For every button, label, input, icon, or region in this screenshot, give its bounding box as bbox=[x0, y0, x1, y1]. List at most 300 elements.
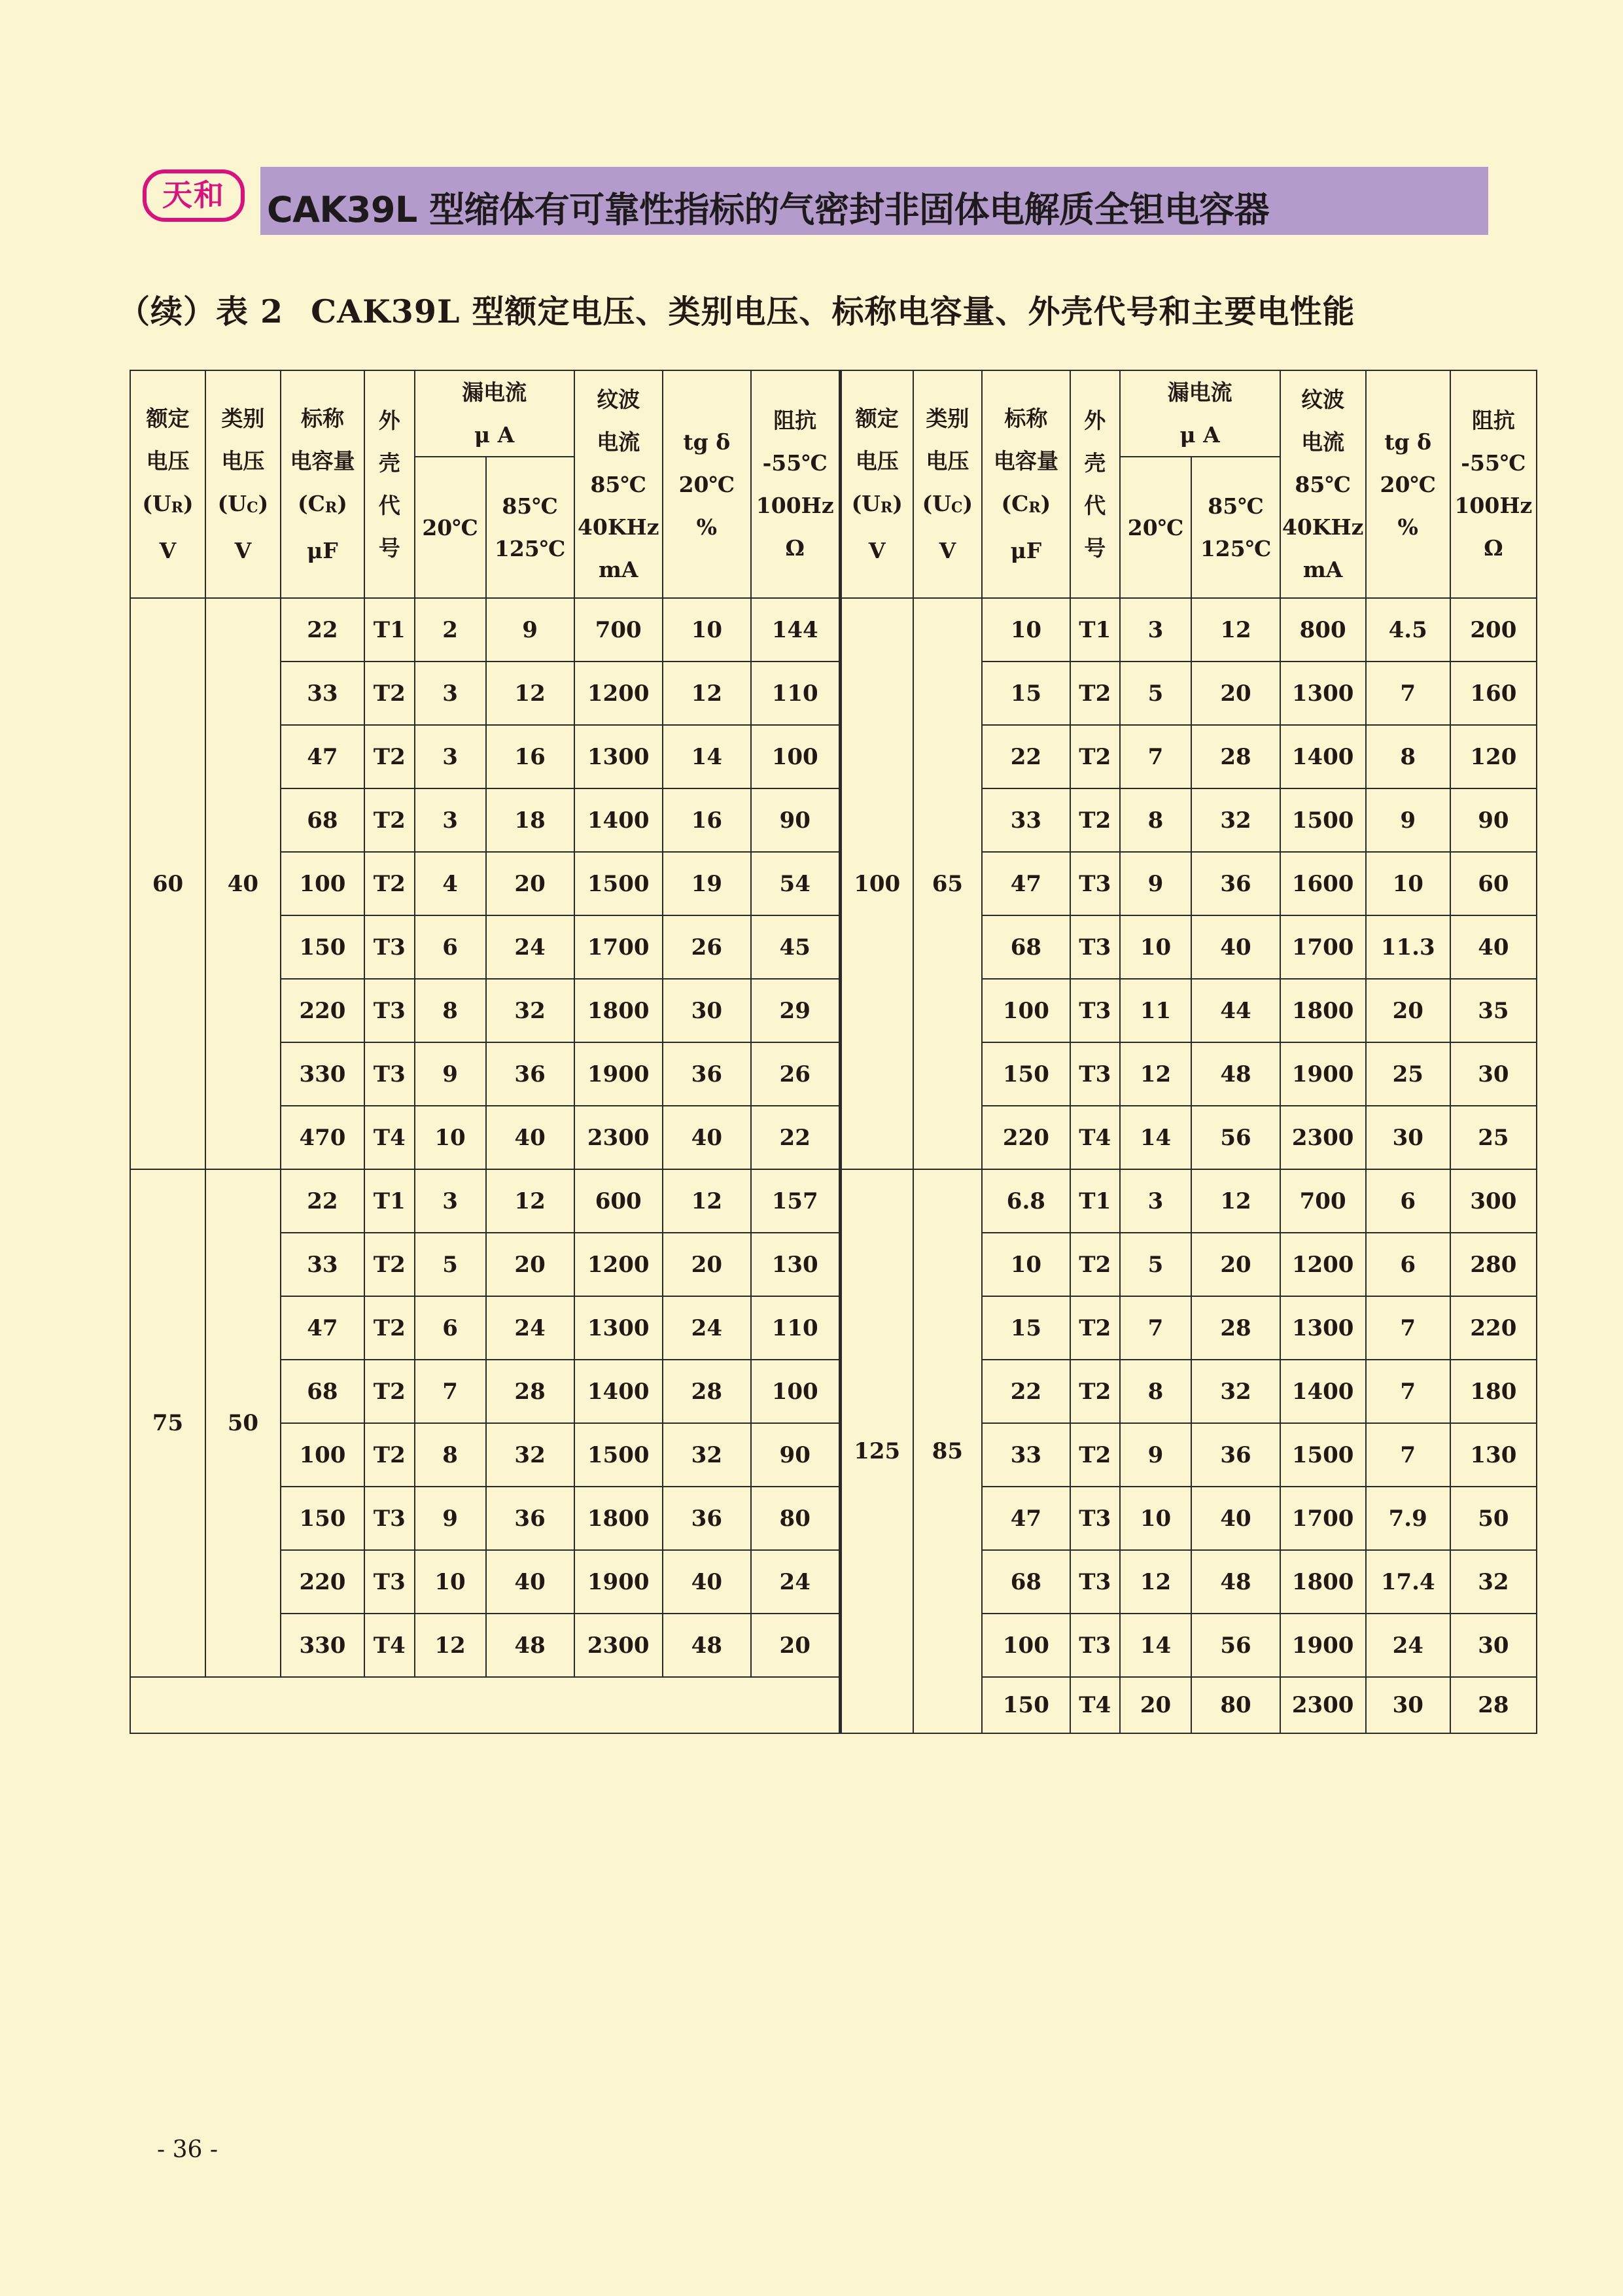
capacitance-cell: 100 bbox=[281, 852, 364, 915]
leakage-20c-cell: 9 bbox=[1120, 1423, 1192, 1487]
leakage-85c-cell: 20 bbox=[486, 1233, 574, 1296]
header-line: μ A bbox=[1179, 422, 1220, 448]
table-caption bbox=[118, 287, 1492, 332]
header-leakage-current bbox=[1120, 370, 1280, 457]
capacitance-cell: 100 bbox=[982, 979, 1070, 1042]
case-code-cell: T3 bbox=[1070, 915, 1120, 979]
table-row bbox=[130, 1169, 1537, 1233]
header-line: 85℃ bbox=[502, 493, 558, 519]
rated-voltage-cell: 60 bbox=[130, 598, 205, 1169]
case-code-cell: T3 bbox=[1070, 1042, 1120, 1106]
title-bar bbox=[260, 167, 1488, 235]
rated-voltage-cell: 75 bbox=[130, 1169, 205, 1677]
table-caption-prefix: （续）表 2 bbox=[118, 292, 284, 330]
case-code-cell: T1 bbox=[1070, 598, 1120, 662]
tg-delta-cell: 26 bbox=[663, 915, 751, 979]
impedance-cell: 20 bbox=[751, 1614, 840, 1677]
header-line: 号 bbox=[378, 535, 400, 561]
header-ripple-current bbox=[1280, 370, 1366, 598]
leakage-85c-cell: 32 bbox=[1191, 788, 1280, 852]
tg-delta-cell: 7 bbox=[1366, 1360, 1450, 1423]
header-line: 外 bbox=[378, 408, 400, 433]
page-number: - 36 - bbox=[157, 2136, 218, 2163]
tg-delta-cell: 6 bbox=[1366, 1233, 1450, 1296]
capacitance-cell: 6.8 bbox=[982, 1169, 1070, 1233]
impedance-cell: 110 bbox=[751, 662, 840, 725]
header-line: 标称 bbox=[300, 405, 344, 431]
impedance-cell: 25 bbox=[1450, 1106, 1537, 1169]
leakage-20c-cell: 11 bbox=[1120, 979, 1192, 1042]
impedance-cell: 80 bbox=[751, 1487, 840, 1550]
header-line: mA bbox=[598, 556, 638, 582]
ripple-current-cell: 800 bbox=[1280, 598, 1366, 662]
impedance-cell: 100 bbox=[751, 1360, 840, 1423]
leakage-85c-cell: 48 bbox=[486, 1614, 574, 1677]
ripple-current-cell: 1800 bbox=[1280, 979, 1366, 1042]
rated-voltage-cell: 125 bbox=[840, 1169, 913, 1733]
tg-delta-cell: 36 bbox=[663, 1042, 751, 1106]
header-case-code bbox=[364, 370, 415, 598]
ripple-current-cell: 1300 bbox=[1280, 662, 1366, 725]
impedance-cell: 45 bbox=[751, 915, 840, 979]
tg-delta-cell: 25 bbox=[1366, 1042, 1450, 1106]
case-code-cell: T1 bbox=[364, 598, 415, 662]
capacitance-cell: 47 bbox=[281, 725, 364, 788]
leakage-20c-cell: 9 bbox=[415, 1487, 486, 1550]
tg-delta-cell: 17.4 bbox=[1366, 1550, 1450, 1614]
capacitance-cell: 33 bbox=[281, 662, 364, 725]
leakage-20c-cell: 3 bbox=[415, 662, 486, 725]
leakage-20c-cell: 3 bbox=[1120, 598, 1192, 662]
leakage-20c-cell: 6 bbox=[415, 1296, 486, 1360]
header-line: 额定 bbox=[855, 405, 899, 431]
ripple-current-cell: 1800 bbox=[574, 1487, 663, 1550]
header-line: 100Hz bbox=[756, 493, 834, 518]
header-line: $(U_R)$ bbox=[142, 490, 194, 516]
header-leakage-20c bbox=[415, 457, 486, 598]
ripple-current-cell: 1300 bbox=[574, 1296, 663, 1360]
header-line: $(C_R)$ bbox=[1001, 490, 1051, 516]
case-code-cell: T3 bbox=[364, 1550, 415, 1614]
leakage-20c-cell: 3 bbox=[1120, 1169, 1192, 1233]
impedance-cell: 120 bbox=[1450, 725, 1537, 788]
case-code-cell: T2 bbox=[364, 852, 415, 915]
page-title: CAK39L 型缩体有可靠性指标的气密封非固体电解质全钽电容器 bbox=[267, 189, 1270, 230]
tg-delta-cell: 30 bbox=[1366, 1106, 1450, 1169]
header-line: V bbox=[159, 537, 177, 563]
header-line: 电压 bbox=[855, 448, 899, 474]
tg-delta-cell: 4.5 bbox=[1366, 598, 1450, 662]
leakage-85c-cell: 20 bbox=[1191, 662, 1280, 725]
header-line: $(U_C)$ bbox=[922, 490, 973, 516]
impedance-cell: 90 bbox=[1450, 788, 1537, 852]
case-code-cell: T2 bbox=[1070, 1296, 1120, 1360]
ripple-current-cell: 600 bbox=[574, 1169, 663, 1233]
header-line: 电流 bbox=[1301, 429, 1345, 455]
ripple-current-cell: 1900 bbox=[574, 1550, 663, 1614]
header-line: 40KHz bbox=[577, 514, 659, 540]
ripple-current-cell: 1200 bbox=[574, 662, 663, 725]
category-voltage-cell: 85 bbox=[913, 1169, 982, 1733]
leakage-85c-cell: 12 bbox=[486, 662, 574, 725]
tg-delta-cell: 7 bbox=[1366, 662, 1450, 725]
case-code-cell: T3 bbox=[364, 1042, 415, 1106]
tg-delta-cell: 24 bbox=[663, 1296, 751, 1360]
case-code-cell: T3 bbox=[1070, 1614, 1120, 1677]
tg-delta-cell: 40 bbox=[663, 1550, 751, 1614]
table-caption-text: CAK39L 型额定电压、类别电压、标称电容量、外壳代号和主要电性能 bbox=[311, 292, 1355, 330]
case-code-cell: T2 bbox=[364, 725, 415, 788]
capacitance-cell: 10 bbox=[982, 598, 1070, 662]
table-row bbox=[130, 1487, 1537, 1550]
header-line: -55℃ bbox=[1461, 450, 1526, 476]
header-line: 125℃ bbox=[494, 536, 566, 561]
header-case-code bbox=[1070, 370, 1120, 598]
leakage-20c-cell: 8 bbox=[1120, 788, 1192, 852]
capacitance-cell: 47 bbox=[982, 1487, 1070, 1550]
page-header bbox=[143, 167, 1488, 235]
leakage-85c-cell: 40 bbox=[486, 1106, 574, 1169]
leakage-85c-cell: 80 bbox=[1191, 1677, 1280, 1733]
ripple-current-cell: 1700 bbox=[574, 915, 663, 979]
leakage-20c-cell: 6 bbox=[415, 915, 486, 979]
table-row bbox=[130, 662, 1537, 725]
case-code-cell: T2 bbox=[1070, 662, 1120, 725]
capacitance-cell: 15 bbox=[982, 1296, 1070, 1360]
case-code-cell: T2 bbox=[1070, 1423, 1120, 1487]
leakage-85c-cell: 28 bbox=[1191, 1296, 1280, 1360]
impedance-cell: 157 bbox=[751, 1169, 840, 1233]
header-line: 额定 bbox=[146, 405, 190, 431]
header-line: 85℃ bbox=[590, 471, 646, 497]
leakage-85c-cell: 48 bbox=[1191, 1042, 1280, 1106]
tg-delta-cell: 7 bbox=[1366, 1423, 1450, 1487]
capacitance-cell: 22 bbox=[281, 1169, 364, 1233]
tg-delta-cell: 30 bbox=[1366, 1677, 1450, 1733]
header-line: Ω bbox=[1484, 535, 1503, 561]
header-line: $(U_C)$ bbox=[217, 490, 269, 516]
case-code-cell: T1 bbox=[1070, 1169, 1120, 1233]
header-line: Ω bbox=[785, 535, 805, 561]
ripple-current-cell: 700 bbox=[1280, 1169, 1366, 1233]
impedance-cell: 24 bbox=[751, 1550, 840, 1614]
leakage-20c-cell: 7 bbox=[1120, 725, 1192, 788]
tg-delta-cell: 36 bbox=[663, 1487, 751, 1550]
header-line: 20℃ bbox=[1380, 471, 1436, 497]
category-voltage-cell: 40 bbox=[205, 598, 281, 1169]
header-category-voltage bbox=[913, 370, 982, 598]
ripple-current-cell: 1400 bbox=[1280, 1360, 1366, 1423]
case-code-cell: T2 bbox=[364, 1360, 415, 1423]
leakage-85c-cell: 36 bbox=[486, 1487, 574, 1550]
leakage-20c-cell: 14 bbox=[1120, 1614, 1192, 1677]
impedance-cell: 130 bbox=[751, 1233, 840, 1296]
leakage-20c-cell: 2 bbox=[415, 598, 486, 662]
header-line: 40KHz bbox=[1282, 514, 1364, 540]
leakage-85c-cell: 12 bbox=[1191, 1169, 1280, 1233]
capacitance-cell: 33 bbox=[281, 1233, 364, 1296]
capacitance-cell: 15 bbox=[982, 662, 1070, 725]
case-code-cell: T2 bbox=[364, 1233, 415, 1296]
capacitance-cell: 100 bbox=[982, 1614, 1070, 1677]
header-line: -55℃ bbox=[762, 450, 828, 476]
impedance-cell: 35 bbox=[1450, 979, 1537, 1042]
leakage-85c-cell: 36 bbox=[486, 1042, 574, 1106]
header-line: 漏电流 bbox=[1167, 380, 1232, 405]
table-row bbox=[130, 979, 1537, 1042]
rated-voltage-cell: 100 bbox=[840, 598, 913, 1169]
impedance-cell: 130 bbox=[1450, 1423, 1537, 1487]
header-tg-delta bbox=[663, 370, 751, 598]
header-line: 125℃ bbox=[1200, 536, 1272, 561]
category-voltage-cell: 50 bbox=[205, 1169, 281, 1677]
impedance-cell: 26 bbox=[751, 1042, 840, 1106]
leakage-20c-cell: 12 bbox=[1120, 1042, 1192, 1106]
ripple-current-cell: 1500 bbox=[574, 852, 663, 915]
capacitance-cell: 68 bbox=[982, 915, 1070, 979]
tg-delta-cell: 12 bbox=[663, 662, 751, 725]
leakage-20c-cell: 8 bbox=[415, 979, 486, 1042]
leakage-20c-cell: 5 bbox=[1120, 662, 1192, 725]
capacitance-cell: 10 bbox=[982, 1233, 1070, 1296]
capacitance-cell: 470 bbox=[281, 1106, 364, 1169]
table-row bbox=[130, 1296, 1537, 1360]
tianhe-logo: 天和 bbox=[143, 169, 245, 222]
header-line: $(C_R)$ bbox=[298, 490, 347, 516]
empty-cell bbox=[130, 1677, 840, 1733]
leakage-20c-cell: 10 bbox=[1120, 915, 1192, 979]
header-impedance bbox=[1450, 370, 1537, 598]
tg-delta-cell: 9 bbox=[1366, 788, 1450, 852]
capacitance-cell: 47 bbox=[281, 1296, 364, 1360]
header-line: tg δ bbox=[683, 429, 731, 455]
header-line: 20℃ bbox=[422, 514, 478, 540]
ripple-current-cell: 2300 bbox=[574, 1106, 663, 1169]
header-line: $(U_R)$ bbox=[851, 490, 903, 516]
leakage-85c-cell: 32 bbox=[486, 979, 574, 1042]
header-line: 85℃ bbox=[1208, 493, 1264, 519]
impedance-cell: 200 bbox=[1450, 598, 1537, 662]
ripple-current-cell: 1900 bbox=[574, 1042, 663, 1106]
tg-delta-cell: 40 bbox=[663, 1106, 751, 1169]
impedance-cell: 22 bbox=[751, 1106, 840, 1169]
leakage-85c-cell: 48 bbox=[1191, 1550, 1280, 1614]
tg-delta-cell: 7 bbox=[1366, 1296, 1450, 1360]
capacitance-cell: 220 bbox=[982, 1106, 1070, 1169]
tg-delta-cell: 32 bbox=[663, 1423, 751, 1487]
header-line: 电容量 bbox=[993, 448, 1058, 474]
case-code-cell: T2 bbox=[1070, 1233, 1120, 1296]
tg-delta-cell: 14 bbox=[663, 725, 751, 788]
table-row bbox=[130, 1614, 1537, 1677]
case-code-cell: T2 bbox=[364, 662, 415, 725]
impedance-cell: 30 bbox=[1450, 1042, 1537, 1106]
header-line: 标称 bbox=[1004, 405, 1048, 431]
header-line: 100Hz bbox=[1454, 493, 1533, 518]
leakage-85c-cell: 20 bbox=[1191, 1233, 1280, 1296]
header-line: μF bbox=[307, 537, 338, 563]
capacitance-cell: 150 bbox=[982, 1042, 1070, 1106]
table-row bbox=[130, 788, 1537, 852]
impedance-cell: 90 bbox=[751, 1423, 840, 1487]
header-line: tg δ bbox=[1384, 429, 1432, 455]
leakage-20c-cell: 7 bbox=[415, 1360, 486, 1423]
ripple-current-cell: 1300 bbox=[574, 725, 663, 788]
case-code-cell: T3 bbox=[364, 1487, 415, 1550]
header-line: 纹波 bbox=[597, 386, 640, 412]
table-row bbox=[130, 1106, 1537, 1169]
header-line: μ A bbox=[474, 422, 515, 448]
capacitance-cell: 68 bbox=[281, 788, 364, 852]
case-code-cell: T4 bbox=[364, 1106, 415, 1169]
capacitance-cell: 150 bbox=[281, 915, 364, 979]
header-impedance bbox=[751, 370, 840, 598]
header-line: 纹波 bbox=[1301, 386, 1345, 412]
case-code-cell: T2 bbox=[364, 788, 415, 852]
capacitance-cell: 220 bbox=[281, 979, 364, 1042]
ripple-current-cell: 1700 bbox=[1280, 1487, 1366, 1550]
header-leakage-20c bbox=[1120, 457, 1192, 598]
leakage-85c-cell: 18 bbox=[486, 788, 574, 852]
ripple-current-cell: 1500 bbox=[574, 1423, 663, 1487]
leakage-20c-cell: 3 bbox=[415, 725, 486, 788]
tg-delta-cell: 10 bbox=[663, 598, 751, 662]
impedance-cell: 220 bbox=[1450, 1296, 1537, 1360]
header-line: 20℃ bbox=[678, 471, 735, 497]
capacitance-cell: 33 bbox=[982, 788, 1070, 852]
table-row bbox=[130, 852, 1537, 915]
ripple-current-cell: 2300 bbox=[1280, 1677, 1366, 1733]
ripple-current-cell: 1400 bbox=[574, 1360, 663, 1423]
case-code-cell: T3 bbox=[1070, 1550, 1120, 1614]
ripple-current-cell: 2300 bbox=[574, 1614, 663, 1677]
capacitance-cell: 22 bbox=[982, 1360, 1070, 1423]
case-code-cell: T3 bbox=[1070, 852, 1120, 915]
leakage-20c-cell: 9 bbox=[1120, 852, 1192, 915]
impedance-cell: 30 bbox=[1450, 1614, 1537, 1677]
leakage-85c-cell: 28 bbox=[486, 1360, 574, 1423]
impedance-cell: 32 bbox=[1450, 1550, 1537, 1614]
tg-delta-cell: 20 bbox=[663, 1233, 751, 1296]
case-code-cell: T4 bbox=[364, 1614, 415, 1677]
leakage-85c-cell: 40 bbox=[1191, 915, 1280, 979]
header-line: V bbox=[939, 537, 956, 563]
case-code-cell: T2 bbox=[364, 1423, 415, 1487]
leakage-20c-cell: 4 bbox=[415, 852, 486, 915]
ripple-current-cell: 1800 bbox=[574, 979, 663, 1042]
case-code-cell: T2 bbox=[1070, 725, 1120, 788]
impedance-cell: 29 bbox=[751, 979, 840, 1042]
leakage-85c-cell: 56 bbox=[1191, 1614, 1280, 1677]
impedance-cell: 100 bbox=[751, 725, 840, 788]
leakage-85c-cell: 9 bbox=[486, 598, 574, 662]
tg-delta-cell: 28 bbox=[663, 1360, 751, 1423]
ripple-current-cell: 700 bbox=[574, 598, 663, 662]
impedance-cell: 50 bbox=[1450, 1487, 1537, 1550]
ripple-current-cell: 1900 bbox=[1280, 1614, 1366, 1677]
table-row bbox=[130, 1423, 1537, 1487]
capacitance-cell: 330 bbox=[281, 1614, 364, 1677]
leakage-20c-cell: 3 bbox=[415, 1169, 486, 1233]
impedance-cell: 28 bbox=[1450, 1677, 1537, 1733]
impedance-cell: 180 bbox=[1450, 1360, 1537, 1423]
header-rated-voltage bbox=[840, 370, 913, 598]
category-voltage-cell: 65 bbox=[913, 598, 982, 1169]
header-line: 85℃ bbox=[1295, 471, 1351, 497]
leakage-20c-cell: 8 bbox=[1120, 1360, 1192, 1423]
impedance-cell: 40 bbox=[1450, 915, 1537, 979]
tg-delta-cell: 11.3 bbox=[1366, 915, 1450, 979]
header-line: 代 bbox=[1084, 493, 1106, 518]
case-code-cell: T3 bbox=[364, 915, 415, 979]
header-line: 阻抗 bbox=[1471, 408, 1515, 433]
leakage-85c-cell: 44 bbox=[1191, 979, 1280, 1042]
leakage-20c-cell: 7 bbox=[1120, 1296, 1192, 1360]
leakage-85c-cell: 12 bbox=[486, 1169, 574, 1233]
header-line: mA bbox=[1302, 556, 1343, 582]
tg-delta-cell: 48 bbox=[663, 1614, 751, 1677]
leakage-85c-cell: 16 bbox=[486, 725, 574, 788]
capacitance-cell: 47 bbox=[982, 852, 1070, 915]
header-category-voltage bbox=[205, 370, 281, 598]
table-row bbox=[130, 1550, 1537, 1614]
leakage-85c-cell: 28 bbox=[1191, 725, 1280, 788]
ripple-current-cell: 1400 bbox=[574, 788, 663, 852]
capacitance-cell: 22 bbox=[281, 598, 364, 662]
impedance-cell: 300 bbox=[1450, 1169, 1537, 1233]
table-row bbox=[130, 1042, 1537, 1106]
case-code-cell: T1 bbox=[364, 1169, 415, 1233]
ripple-current-cell: 1900 bbox=[1280, 1042, 1366, 1106]
header-leakage-current bbox=[415, 370, 574, 457]
ripple-current-cell: 1600 bbox=[1280, 852, 1366, 915]
leakage-20c-cell: 9 bbox=[415, 1042, 486, 1106]
leakage-20c-cell: 5 bbox=[415, 1233, 486, 1296]
table-row bbox=[130, 725, 1537, 788]
tg-delta-cell: 7.9 bbox=[1366, 1487, 1450, 1550]
tg-delta-cell: 10 bbox=[1366, 852, 1450, 915]
header-line: μF bbox=[1010, 537, 1042, 563]
leakage-85c-cell: 32 bbox=[1191, 1360, 1280, 1423]
capacitance-cell: 22 bbox=[982, 725, 1070, 788]
header-line: 电流 bbox=[597, 429, 640, 455]
leakage-85c-cell: 24 bbox=[486, 915, 574, 979]
impedance-cell: 160 bbox=[1450, 662, 1537, 725]
header-line: 漏电流 bbox=[462, 380, 527, 405]
capacitance-cell: 100 bbox=[281, 1423, 364, 1487]
capacitance-cell: 220 bbox=[281, 1550, 364, 1614]
capacitance-cell: 68 bbox=[281, 1360, 364, 1423]
case-code-cell: T2 bbox=[1070, 1360, 1120, 1423]
leakage-20c-cell: 5 bbox=[1120, 1233, 1192, 1296]
leakage-20c-cell: 14 bbox=[1120, 1106, 1192, 1169]
leakage-85c-cell: 36 bbox=[1191, 852, 1280, 915]
header-ripple-current bbox=[574, 370, 663, 598]
leakage-20c-cell: 20 bbox=[1120, 1677, 1192, 1733]
case-code-cell: T4 bbox=[1070, 1677, 1120, 1733]
ripple-current-cell: 1500 bbox=[1280, 1423, 1366, 1487]
ripple-current-cell: 2300 bbox=[1280, 1106, 1366, 1169]
header-row bbox=[130, 370, 1537, 457]
table-row bbox=[130, 1360, 1537, 1423]
capacitance-cell: 150 bbox=[982, 1677, 1070, 1733]
header-line: 电压 bbox=[926, 448, 969, 474]
case-code-cell: T4 bbox=[1070, 1106, 1120, 1169]
leakage-20c-cell: 10 bbox=[1120, 1487, 1192, 1550]
tg-delta-cell: 16 bbox=[663, 788, 751, 852]
leakage-20c-cell: 8 bbox=[415, 1423, 486, 1487]
leakage-20c-cell: 3 bbox=[415, 788, 486, 852]
